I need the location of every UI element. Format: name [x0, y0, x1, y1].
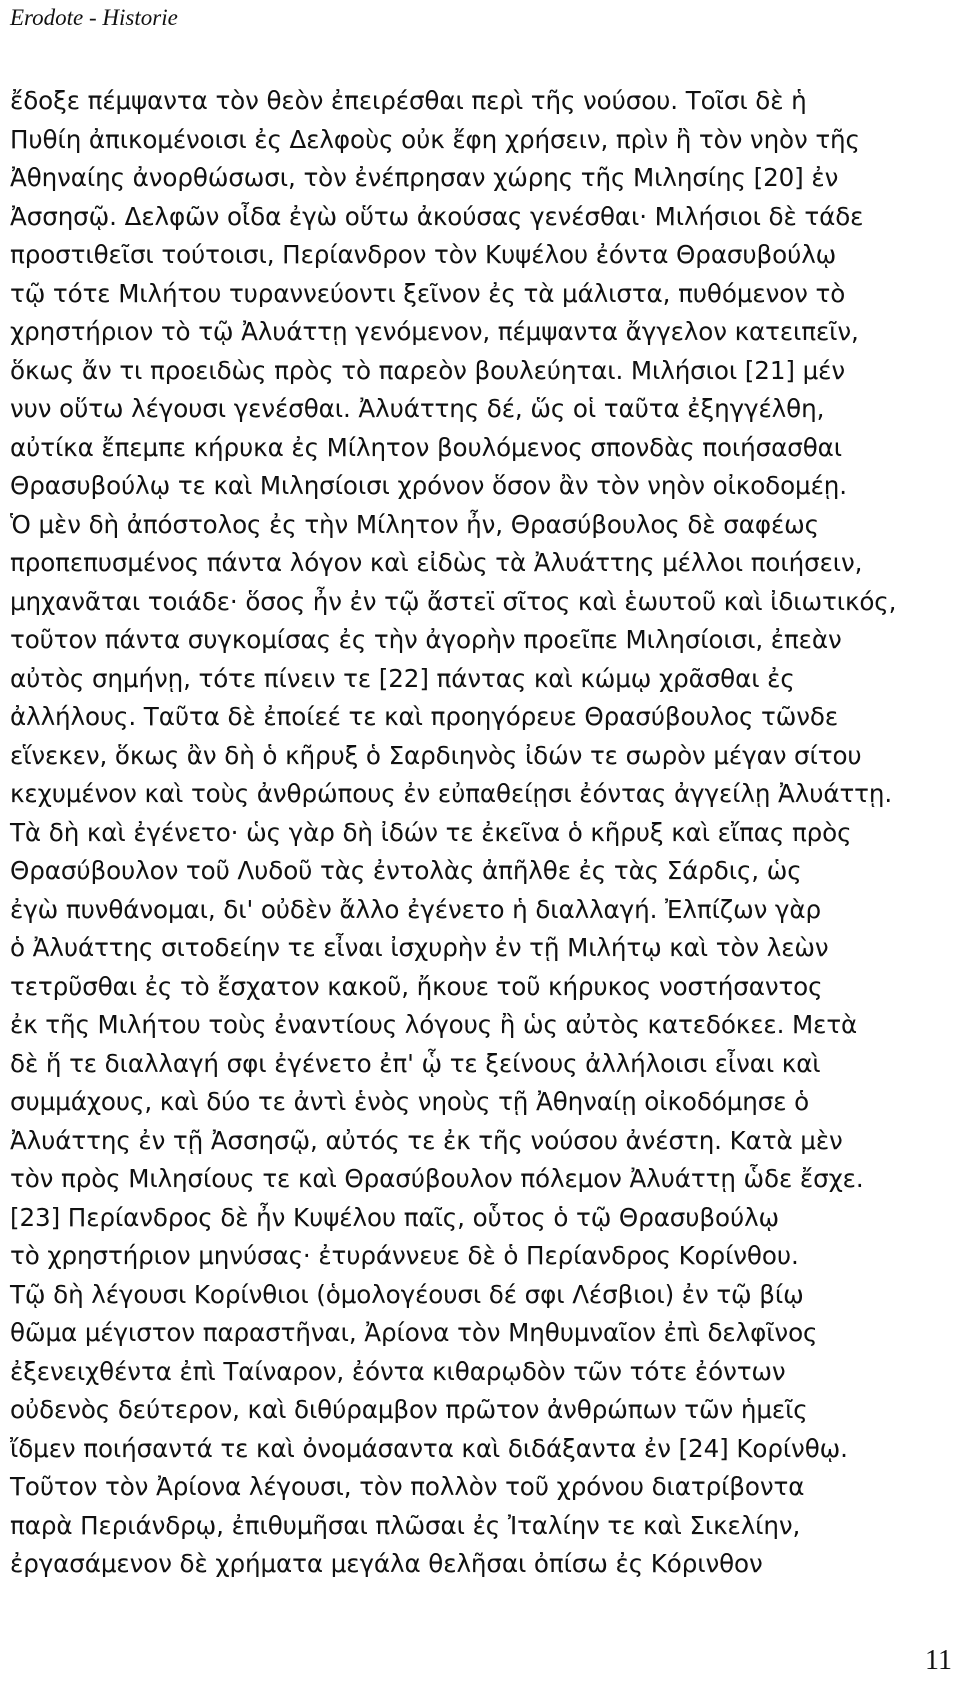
text-line: κεχυμένον καὶ τοὺς ἀνθρώπους ἐν εὐπαθείῃσι ἐόντας ἀγγείλῃ Ἀλυάττῃ.: [10, 779, 893, 808]
text-line: μηχανᾶται τοιάδε· ὅσος ἦν ἐν τῷ ἄστεϊ σῖτος καὶ ἑωυτοῦ καὶ ἰδιωτικός,: [10, 586, 897, 616]
text-line: ὅκως ἄν τι προειδὼς πρὸς τὸ παρεὸν βουλεύηται. Μιλήσιοι [21] μέν: [10, 355, 845, 385]
text-line: αὐτὸς σημήνῃ, τότε πίνειν τε [22] πάντας καὶ κώμῳ χρᾶσθαι ἐς: [10, 663, 795, 693]
text-line: θῶμα μέγιστον παραστῆναι, Ἀρίονα τὸν Μηθυμναῖον ἐπὶ δελφῖνος: [10, 1318, 818, 1347]
text-line: προστιθεῖσι τούτοισι, Περίανδρον τὸν Κυψέλου ἐόντα Θρασυβούλῳ: [10, 240, 837, 269]
text-line: τὸν πρὸς Μιλησίους τε καὶ Θρασύβουλον πόλεμον Ἀλυάττῃ ὧδε ἔσχε.: [10, 1164, 864, 1193]
running-header: Erodote - Historie: [10, 5, 178, 30]
text-line: τετρῦσθαι ἐς τὸ ἔσχατον κακοῦ, ἤκουε τοῦ κήρυκος νοστήσαντος: [10, 971, 823, 1001]
text-line: Θρασύβουλον τοῦ Λυδοῦ τὰς ἐντολὰς ἀπῆλθε ἐς τὰς Σάρδις, ὡς: [10, 856, 802, 885]
text-line: ἀλλήλους. Ταῦτα δὲ ἐποίεέ τε καὶ προηγόρευε Θρασύβουλος τῶνδε: [10, 702, 839, 731]
body-text: [10, 82, 960, 1584]
text-line: συμμάχους, καὶ δύο τε ἀντὶ ἑνὸς νηοὺς τῇ Ἀθηναίῃ οἰκοδόμησε ὁ: [10, 1087, 810, 1116]
text-line: Ἀθηναίης ἀνορθώσωσι, τὸν ἐνέπρησαν χώρης τῆς Μιλησίης [20] ἐν: [10, 163, 839, 192]
text-line: νυν οὕτω λέγουσι γενέσθαι. Ἀλυάττης δέ, ὥς οἱ ταῦτα ἐξηγγέλθη,: [10, 394, 825, 423]
text-line: τὸ χρηστήριον μηνύσας· ἐτυράννευε δὲ ὁ Περίανδρος Κορίνθου.: [10, 1241, 799, 1270]
text-line: ἐξενειχθέντα ἐπὶ Ταίναρον, ἐόντα κιθαρῳδὸν τῶν τότε ἐόντων: [10, 1356, 786, 1386]
text-line: δὲ ἥ τε διαλλαγή σφι ἐγένετο ἐπ' ᾧ τε ξείνους ἀλλήλοισι εἶναι καὶ: [10, 1048, 821, 1078]
text-line: ἔδοξε πέμψαντα τὸν θεὸν ἐπειρέσθαι περὶ τῆς νούσου. Τοῖσι δὲ ἡ: [10, 86, 807, 115]
text-line: ἐκ τῆς Μιλήτου τοὺς ἐναντίους λόγους ἢ ὡς αὐτὸς κατεδόκεε. Μετὰ: [10, 1010, 858, 1039]
page-number: 11: [925, 1645, 952, 1676]
text-line: Ὁ μὲν δὴ ἀπόστολος ἐς τὴν Μίλητον ἦν, Θρασύβουλος δὲ σαφέως: [10, 509, 819, 539]
text-line: εἵνεκεν, ὅκως ἂν δὴ ὁ κῆρυξ ὁ Σαρδιηνὸς ἰδών τε σωρὸν μέγαν σίτου: [10, 740, 862, 770]
text-line: Τοῦτον τὸν Ἀρίονα λέγουσι, τὸν πολλὸν τοῦ χρόνου διατρίβοντα: [10, 1472, 805, 1501]
text-line: [23] Περίανδρος δὲ ἦν Κυψέλου παῖς, οὗτος ὁ τῷ Θρασυβούλῳ: [10, 1202, 780, 1232]
text-line: ἐγὼ πυνθάνομαι, δι' οὐδὲν ἄλλο ἐγένετο ἡ διαλλαγή. Ἐλπίζων γὰρ: [10, 894, 822, 924]
text-line: προπεπυσμένος πάντα λόγον καὶ εἰδὼς τὰ Ἀλυάττης μέλλοι ποιήσειν,: [10, 548, 863, 577]
text-line: Ἀσσησῷ. Δελφῶν οἶδα ἐγὼ οὕτω ἀκούσας γενέσθαι· Μιλήσιοι δὲ τάδε: [10, 201, 864, 231]
text-line: Πυθίη ἀπικομένοισι ἐς Δελφοὺς οὐκ ἔφη χρήσειν, πρὶν ἢ τὸν νηὸν τῆς: [10, 124, 860, 154]
text-line: ἐργασάμενον δὲ χρήματα μεγάλα θελῆσαι ὀπίσω ἐς Κόρινθον: [10, 1549, 763, 1578]
text-line: Τὰ δὴ καὶ ἐγένετο· ὡς γὰρ δὴ ἰδών τε ἐκεῖνα ὁ κῆρυξ καὶ εἴπας πρὸς: [10, 817, 852, 847]
text-line: οὐδενὸς δεύτερον, καὶ διθύραμβον πρῶτον ἀνθρώπων τῶν ἡμεῖς: [10, 1395, 808, 1424]
text-line: ἴδμεν ποιήσαντά τε καὶ ὀνομάσαντα καὶ διδάξαντα ἐν [24] Κορίνθῳ.: [10, 1433, 848, 1463]
text-line: τοῦτον πάντα συγκομίσας ἐς τὴν ἀγορὴν προεῖπε Μιλησίοισι, ἐπεὰν: [10, 625, 842, 654]
text-line: ὁ Ἀλυάττης σιτοδείην τε εἶναι ἰσχυρὴν ἐν τῇ Μιλήτῳ καὶ τὸν λεὼν: [10, 933, 829, 962]
text-line: χρηστήριον τὸ τῷ Ἀλυάττῃ γενόμενον, πέμψαντα ἄγγελον κατειπεῖν,: [10, 317, 859, 346]
text-line: παρὰ Περιάνδρῳ, ἐπιθυμῆσαι πλῶσαι ἐς Ἰταλίην τε καὶ Σικελίην,: [10, 1510, 801, 1540]
text-line: Ἀλυάττης ἐν τῇ Ἀσσησῷ, αὐτός τε ἐκ τῆς νούσου ἀνέστη. Κατὰ μὲν: [10, 1125, 843, 1155]
text-line: Θρασυβούλῳ τε καὶ Μιλησίοισι χρόνον ὅσον ἂν τὸν νηὸν οἰκοδομέῃ.: [10, 471, 847, 500]
text-line: αὐτίκα ἔπεμπε κήρυκα ἐς Μίλητον βουλόμενος σπονδὰς ποιήσασθαι: [10, 432, 843, 462]
text-line: τῷ τότε Μιλήτου τυραννεύοντι ξεῖνον ἐς τὰ μάλιστα, πυθόμενον τὸ: [10, 278, 846, 308]
text-line: Τῷ δὴ λέγουσι Κορίνθιοι (ὁμολογέουσι δέ σφι Λέσβιοι) ἐν τῷ βίῳ: [10, 1279, 804, 1309]
